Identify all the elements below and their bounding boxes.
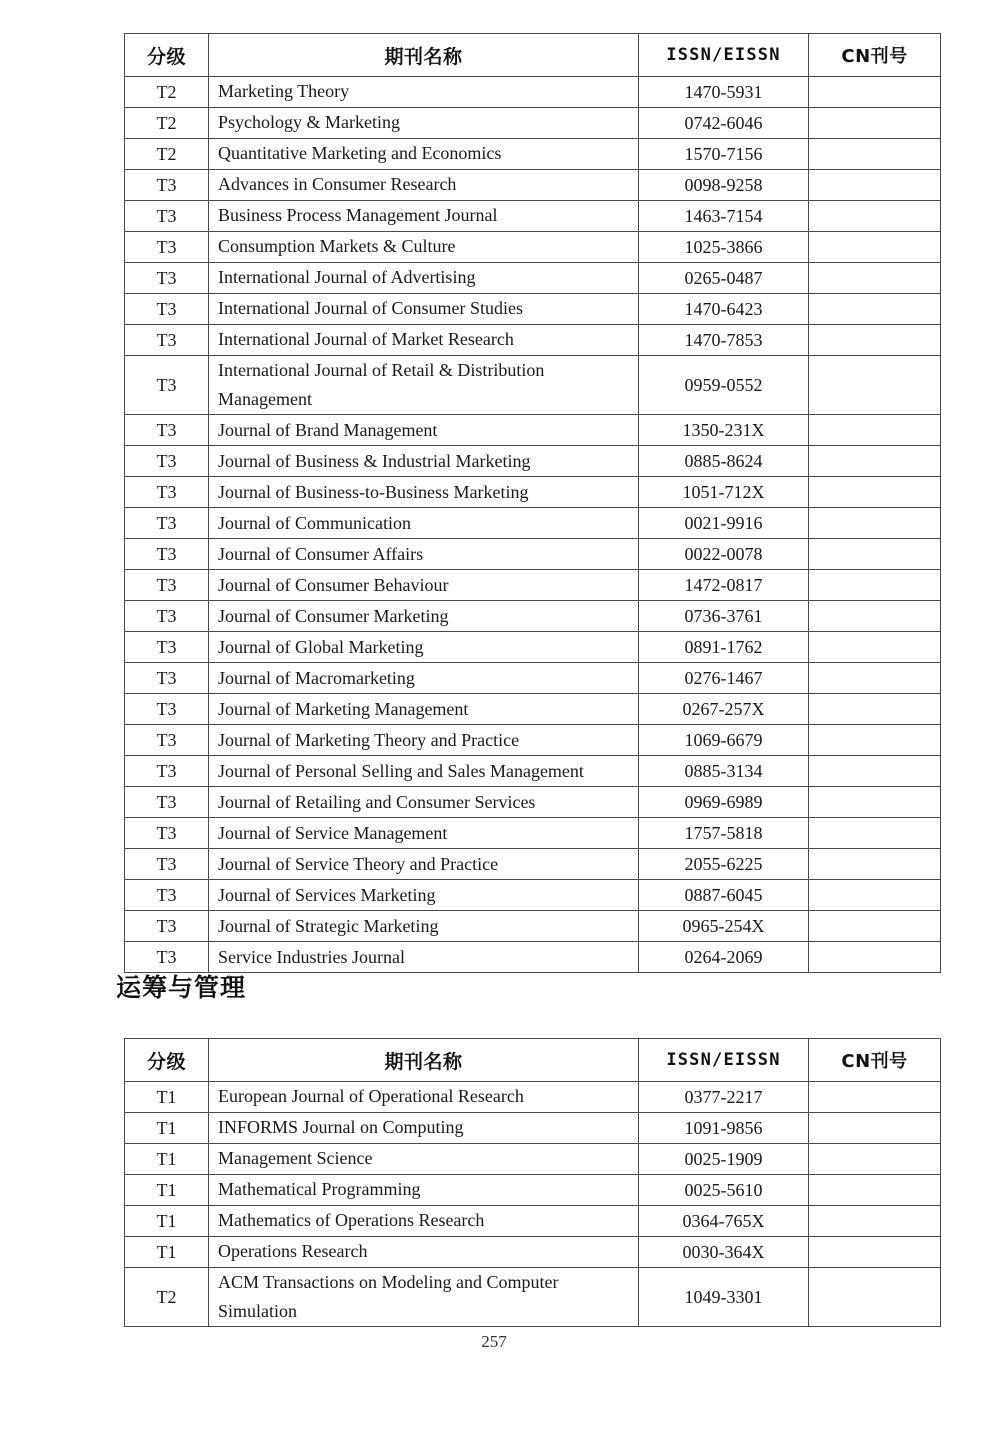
cell-journal-name: Quantitative Marketing and Economics — [209, 139, 639, 170]
cell-journal-name: Journal of Marketing Management — [209, 694, 639, 725]
cell-rank: T3 — [125, 725, 209, 756]
table-row — [125, 942, 941, 973]
cell-cn-number — [809, 756, 941, 787]
cell-journal-name: Journal of Services Marketing — [209, 880, 639, 911]
cell-rank: T3 — [125, 632, 209, 663]
table-body — [125, 77, 941, 973]
cell-issn: 0885-3134 — [639, 756, 809, 787]
cell-cn-number — [809, 108, 941, 139]
cell-cn-number — [809, 911, 941, 942]
cell-issn: 1350-231X — [639, 415, 809, 446]
cell-issn: 2055-6225 — [639, 849, 809, 880]
cell-issn: 0364-765X — [639, 1206, 809, 1237]
cell-journal-name: Journal of Retailing and Consumer Services — [209, 787, 639, 818]
cell-issn: 1470-6423 — [639, 294, 809, 325]
table-row — [125, 446, 941, 477]
cell-cn-number — [809, 477, 941, 508]
cell-rank: T3 — [125, 570, 209, 601]
cell-journal-name: Journal of Marketing Theory and Practice — [209, 725, 639, 756]
table-row — [125, 1082, 941, 1113]
cell-rank: T1 — [125, 1206, 209, 1237]
table-row — [125, 756, 941, 787]
cell-issn: 0965-254X — [639, 911, 809, 942]
cell-issn: 0264-2069 — [639, 942, 809, 973]
cell-cn-number — [809, 1113, 941, 1144]
cell-issn: 1472-0817 — [639, 570, 809, 601]
table-row — [125, 787, 941, 818]
table-row — [125, 601, 941, 632]
cell-issn: 0030-364X — [639, 1237, 809, 1268]
cell-journal-name: ACM Transactions on Modeling and Computer Simulation — [209, 1268, 639, 1327]
cell-journal-name: Journal of Consumer Behaviour — [209, 570, 639, 601]
cell-issn: 1463-7154 — [639, 201, 809, 232]
cell-cn-number — [809, 77, 941, 108]
cell-cn-number — [809, 787, 941, 818]
cell-cn-number — [809, 325, 941, 356]
cell-rank: T3 — [125, 170, 209, 201]
table-row — [125, 694, 941, 725]
cell-journal-name: Operations Research — [209, 1237, 639, 1268]
cell-issn: 0098-9258 — [639, 170, 809, 201]
table-header-row — [125, 1039, 941, 1082]
cell-issn: 0021-9916 — [639, 508, 809, 539]
cell-rank: T2 — [125, 108, 209, 139]
cell-journal-name: Journal of Personal Selling and Sales Management — [209, 756, 639, 787]
marketing-journals-table — [124, 33, 941, 973]
cell-journal-name: Business Process Management Journal — [209, 201, 639, 232]
cell-rank: T3 — [125, 201, 209, 232]
cell-journal-name: European Journal of Operational Research — [209, 1082, 639, 1113]
cell-journal-name: Journal of Communication — [209, 508, 639, 539]
cell-rank: T1 — [125, 1113, 209, 1144]
cell-journal-name: Mathematical Programming — [209, 1175, 639, 1206]
column-header-rank: 分级 — [125, 34, 209, 77]
cell-rank: T3 — [125, 756, 209, 787]
table-row — [125, 1268, 941, 1327]
cell-cn-number — [809, 880, 941, 911]
cell-issn: 1051-712X — [639, 477, 809, 508]
cell-cn-number — [809, 294, 941, 325]
table-row — [125, 108, 941, 139]
cell-cn-number — [809, 1175, 941, 1206]
cell-cn-number — [809, 849, 941, 880]
table-row — [125, 325, 941, 356]
cell-journal-name: International Journal of Retail & Distribution Management — [209, 356, 639, 415]
operations-research-journals-table-wrapper — [0, 1038, 941, 1327]
cell-issn: 0969-6989 — [639, 787, 809, 818]
table-header-row — [125, 34, 941, 77]
cell-issn: 0885-8624 — [639, 446, 809, 477]
cell-rank: T3 — [125, 477, 209, 508]
cell-cn-number — [809, 570, 941, 601]
cell-issn: 1069-6679 — [639, 725, 809, 756]
table-row — [125, 880, 941, 911]
column-header-cn-number: CN刊号 — [809, 1039, 941, 1082]
table-row — [125, 77, 941, 108]
cell-cn-number — [809, 232, 941, 263]
cell-cn-number — [809, 601, 941, 632]
cell-issn: 0742-6046 — [639, 108, 809, 139]
cell-journal-name: Journal of Global Marketing — [209, 632, 639, 663]
cell-rank: T3 — [125, 601, 209, 632]
table-row — [125, 663, 941, 694]
table-row — [125, 632, 941, 663]
cell-journal-name: Management Science — [209, 1144, 639, 1175]
cell-journal-name: Journal of Service Management — [209, 818, 639, 849]
cell-rank: T3 — [125, 508, 209, 539]
table-body — [125, 1082, 941, 1327]
table-row — [125, 263, 941, 294]
cell-issn: 1025-3866 — [639, 232, 809, 263]
cell-rank: T3 — [125, 294, 209, 325]
cell-rank: T3 — [125, 663, 209, 694]
cell-cn-number — [809, 1144, 941, 1175]
table-row — [125, 139, 941, 170]
cell-cn-number — [809, 446, 941, 477]
cell-journal-name: Journal of Brand Management — [209, 415, 639, 446]
table-row — [125, 818, 941, 849]
cell-journal-name: Journal of Service Theory and Practice — [209, 849, 639, 880]
table-row — [125, 232, 941, 263]
cell-issn: 0377-2217 — [639, 1082, 809, 1113]
cell-journal-name: International Journal of Advertising — [209, 263, 639, 294]
cell-issn: 1570-7156 — [639, 139, 809, 170]
page-number: 257 — [481, 1332, 507, 1351]
cell-issn: 1757-5818 — [639, 818, 809, 849]
cell-issn: 0736-3761 — [639, 601, 809, 632]
section-heading-operations-research: 运筹与管理 — [116, 973, 247, 1002]
cell-cn-number — [809, 1206, 941, 1237]
cell-rank: T1 — [125, 1175, 209, 1206]
cell-rank: T2 — [125, 1268, 209, 1327]
cell-rank: T3 — [125, 942, 209, 973]
marketing-journals-table-wrapper — [0, 33, 941, 973]
cell-cn-number — [809, 139, 941, 170]
cell-rank: T3 — [125, 415, 209, 446]
cell-rank: T3 — [125, 446, 209, 477]
cell-issn: 0022-0078 — [639, 539, 809, 570]
cell-issn: 0267-257X — [639, 694, 809, 725]
table-row — [125, 170, 941, 201]
cell-journal-name: Journal of Business & Industrial Marketing — [209, 446, 639, 477]
cell-issn: 0891-1762 — [639, 632, 809, 663]
cell-rank: T1 — [125, 1237, 209, 1268]
cell-rank: T3 — [125, 232, 209, 263]
cell-cn-number — [809, 201, 941, 232]
cell-journal-name: Marketing Theory — [209, 77, 639, 108]
cell-issn: 0959-0552 — [639, 356, 809, 415]
table-header — [125, 1039, 941, 1082]
cell-issn: 1091-9856 — [639, 1113, 809, 1144]
table-row — [125, 725, 941, 756]
cell-rank: T3 — [125, 263, 209, 294]
cell-journal-name: INFORMS Journal on Computing — [209, 1113, 639, 1144]
column-header-issn: ISSN/EISSN — [639, 1039, 809, 1082]
cell-rank: T1 — [125, 1082, 209, 1113]
table-row — [125, 1144, 941, 1175]
cell-rank: T3 — [125, 356, 209, 415]
column-header-rank: 分级 — [125, 1039, 209, 1082]
cell-cn-number — [809, 1082, 941, 1113]
cell-cn-number — [809, 263, 941, 294]
cell-issn: 0887-6045 — [639, 880, 809, 911]
cell-issn: 1470-7853 — [639, 325, 809, 356]
table-row — [125, 849, 941, 880]
cell-cn-number — [809, 508, 941, 539]
cell-cn-number — [809, 694, 941, 725]
cell-issn: 0265-0487 — [639, 263, 809, 294]
cell-issn: 1470-5931 — [639, 77, 809, 108]
table-row — [125, 1206, 941, 1237]
cell-rank: T3 — [125, 849, 209, 880]
cell-journal-name: Service Industries Journal — [209, 942, 639, 973]
table-row — [125, 201, 941, 232]
cell-cn-number — [809, 632, 941, 663]
table-row — [125, 570, 941, 601]
column-header-issn: ISSN/EISSN — [639, 34, 809, 77]
cell-cn-number — [809, 725, 941, 756]
column-header-journal-name: 期刊名称 — [209, 34, 639, 77]
cell-rank: T3 — [125, 787, 209, 818]
table-row — [125, 415, 941, 446]
operations-research-journals-table — [124, 1038, 941, 1327]
cell-rank: T2 — [125, 139, 209, 170]
cell-journal-name: Journal of Consumer Marketing — [209, 601, 639, 632]
cell-issn: 0025-5610 — [639, 1175, 809, 1206]
column-header-journal-name: 期刊名称 — [209, 1039, 639, 1082]
table-row — [125, 477, 941, 508]
cell-cn-number — [809, 818, 941, 849]
table-row — [125, 1237, 941, 1268]
table-row — [125, 539, 941, 570]
table-row — [125, 508, 941, 539]
cell-issn: 0276-1467 — [639, 663, 809, 694]
table-row — [125, 1175, 941, 1206]
cell-cn-number — [809, 539, 941, 570]
cell-cn-number — [809, 942, 941, 973]
cell-cn-number — [809, 415, 941, 446]
cell-issn: 1049-3301 — [639, 1268, 809, 1327]
cell-cn-number — [809, 663, 941, 694]
cell-journal-name: International Journal of Market Research — [209, 325, 639, 356]
cell-rank: T3 — [125, 539, 209, 570]
cell-journal-name: Advances in Consumer Research — [209, 170, 639, 201]
cell-cn-number — [809, 1237, 941, 1268]
cell-journal-name: Journal of Consumer Affairs — [209, 539, 639, 570]
table-row — [125, 911, 941, 942]
cell-cn-number — [809, 1268, 941, 1327]
cell-rank: T3 — [125, 880, 209, 911]
cell-issn: 0025-1909 — [639, 1144, 809, 1175]
cell-rank: T3 — [125, 911, 209, 942]
table-row — [125, 356, 941, 415]
cell-cn-number — [809, 170, 941, 201]
cell-rank: T1 — [125, 1144, 209, 1175]
table-row — [125, 1113, 941, 1144]
cell-journal-name: International Journal of Consumer Studies — [209, 294, 639, 325]
cell-journal-name: Journal of Macromarketing — [209, 663, 639, 694]
cell-rank: T3 — [125, 325, 209, 356]
cell-journal-name: Mathematics of Operations Research — [209, 1206, 639, 1237]
column-header-cn-number: CN刊号 — [809, 34, 941, 77]
cell-cn-number — [809, 356, 941, 415]
table-header — [125, 34, 941, 77]
cell-journal-name: Journal of Strategic Marketing — [209, 911, 639, 942]
cell-rank: T3 — [125, 818, 209, 849]
cell-journal-name: Journal of Business-to-Business Marketing — [209, 477, 639, 508]
cell-rank: T2 — [125, 77, 209, 108]
table-row — [125, 294, 941, 325]
cell-journal-name: Consumption Markets & Culture — [209, 232, 639, 263]
cell-rank: T3 — [125, 694, 209, 725]
cell-journal-name: Psychology & Marketing — [209, 108, 639, 139]
